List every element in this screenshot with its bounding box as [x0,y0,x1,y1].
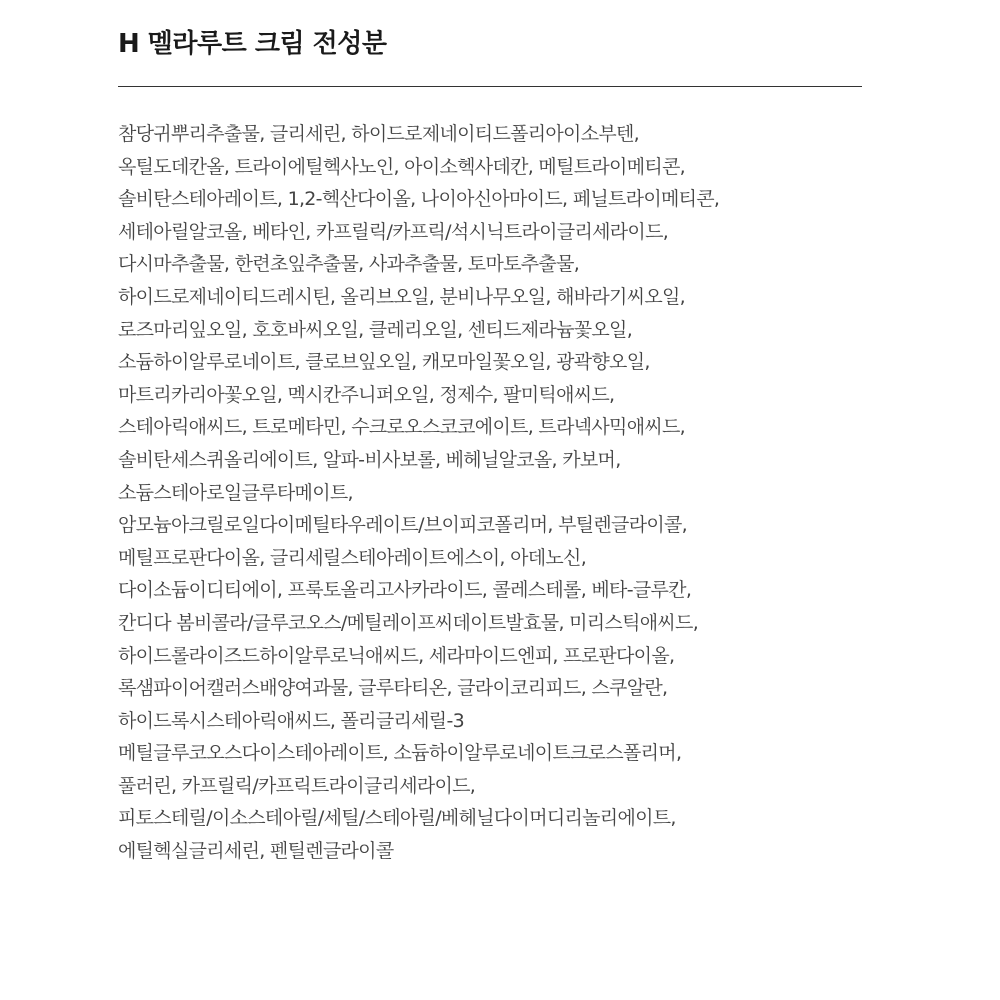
ingredient-line: 하이드롤라이즈드하이알루로닉애씨드, 세라마이드엔피, 프로판다이올, [118,644,675,667]
ingredient-line: 피토스테릴/이소스테아릴/세틸/스테아릴/베헤닐다이머디리놀리에이트, [118,807,676,830]
ingredient-line: 하이드록시스테아릭애씨드, 폴리글리세릴-3 [118,709,464,732]
title-divider [118,86,862,87]
ingredient-line: 로즈마리잎오일, 호호바씨오일, 클레리오일, 센티드제라늄꽃오일, [118,318,633,341]
ingredient-line: 다시마추출물, 한련초잎추출물, 사과추출물, 토마토추출물, [118,253,580,276]
ingredient-line: 메틸글루코오스다이스테아레이트, 소듐하이알루로네이트크로스폴리머, [118,742,682,765]
ingredient-line: 다이소듐이디티에이, 프룩토올리고사카라이드, 콜레스테롤, 베타-글루칸, [118,579,692,602]
ingredient-line: 에틸헥실글리세린, 펜틸렌글라이콜 [118,840,394,863]
ingredient-line: 록샘파이어캘러스배양여과물, 글루타티온, 글라이코리피드, 스쿠알란, [118,677,668,700]
ingredient-line: 풀러린, 카프릴릭/카프릭트라이글리세라이드, [118,774,476,797]
ingredient-line: 하이드로제네이티드레시틴, 올리브오일, 분비나무오일, 해바라기씨오일, [118,285,685,308]
ingredient-line: 소듐하이알루로네이트, 클로브잎오일, 캐모마일꽃오일, 광곽향오일, [118,351,650,374]
ingredient-line: 세테아릴알코올, 베타인, 카프릴릭/카프릭/석시닉트라이글리세라이드, [118,220,669,243]
ingredient-line: 소듐스테아로일글루타메이트, [118,481,353,504]
ingredient-line: 메틸프로판다이올, 글리세릴스테아레이트에스이, 아데노신, [118,546,587,569]
ingredient-line: 암모늄아크릴로일다이메틸타우레이트/브이피코폴리머, 부틸렌글라이콜, [118,514,687,537]
ingredient-line: 스테아릭애씨드, 트로메타민, 수크로오스코코에이트, 트라넥사믹애씨드, [118,416,685,439]
ingredient-line: 옥틸도데칸올, 트라이에틸헥사노인, 아이소헥사데칸, 메틸트라이메티콘, [118,155,685,178]
ingredient-list [118,118,862,868]
ingredient-line: 마트리카리아꽃오일, 멕시칸주니퍼오일, 정제수, 팔미틱애씨드, [118,383,615,406]
ingredient-line: 참당귀뿌리추출물, 글리세린, 하이드로제네이티드폴리아이소부텐, [118,123,640,145]
ingredient-line: 솔비탄스테아레이트, 1,2-헥산다이올, 나이아신아마이드, 페닐트라이메티콘, [118,188,720,211]
ingredient-line: 칸디다 봄비콜라/글루코오스/메틸레이프씨데이트발효물, 미리스틱애씨드, [118,611,699,634]
page-title: H 멜라루트 크림 전성분 [118,29,387,59]
ingredient-line: 솔비탄세스퀴올리에이트, 알파-비사보롤, 베헤닐알코올, 카보머, [118,448,621,471]
ingredient-panel [118,0,862,863]
